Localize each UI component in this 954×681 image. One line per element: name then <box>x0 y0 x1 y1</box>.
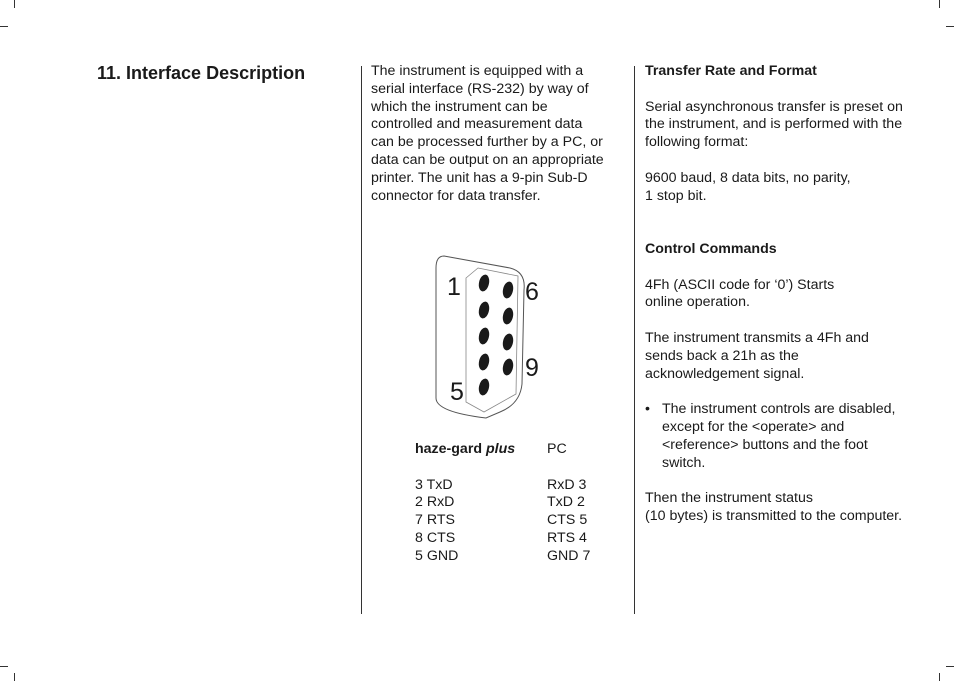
bullet-item <box>645 401 905 472</box>
device-header <box>415 441 547 459</box>
pin-label-1: 1 <box>447 273 461 301</box>
crop-mark <box>946 26 954 27</box>
sub-d-connector-diagram <box>430 252 560 422</box>
device-pin: 3 TxD <box>415 476 453 493</box>
pin-label-9: 9 <box>525 354 539 382</box>
crop-mark <box>946 666 954 667</box>
pinout-row <box>415 494 590 512</box>
pc-pin: TxD 2 <box>547 494 585 511</box>
device-pin: 8 CTS <box>415 529 456 546</box>
crop-mark <box>939 673 940 681</box>
crop-mark <box>0 666 8 667</box>
device-pin: 2 RxD <box>415 494 455 511</box>
pc-pin: RxD 3 <box>547 476 587 493</box>
crop-mark <box>14 0 15 8</box>
ack-paragraph: The instrument transmits a 4Fh and sends back a 21h as the acknowledgement signal. <box>645 329 869 382</box>
crop-mark <box>0 26 8 27</box>
column-divider <box>361 66 362 614</box>
command-line-1: 4Fh (ASCII code for ‘0’) Starts <box>645 276 835 293</box>
device-name: haze-gard <box>415 441 483 457</box>
intro-paragraph: The instrument is equipped with a serial interface (RS-232) by way of which the instrument can be controlled and measurement data can be processed further by a PC, or data can be output on an appropriate printer. The unit has a 9-pin Sub-D connector for data transfer. <box>371 63 604 204</box>
command-line-2: online operation. <box>645 294 750 311</box>
status-line-1: Then the instrument status <box>645 490 813 507</box>
intro-column <box>371 63 607 205</box>
transfer-paragraph: Serial asynchronous transfer is preset on the instrument, and is performed with the following format: <box>645 98 903 151</box>
crop-mark <box>939 0 940 8</box>
pc-pin: GND 7 <box>547 547 591 564</box>
pinout-row <box>415 530 590 548</box>
pinout-table <box>415 441 590 566</box>
format-line-2: 1 stop bit. <box>645 187 707 204</box>
pin-label-6: 6 <box>525 278 539 306</box>
section-title: 11. Interface Description <box>97 63 306 83</box>
pinout-row <box>415 477 590 495</box>
crop-mark <box>14 673 15 681</box>
transfer-heading: Transfer Rate and Format <box>645 63 817 79</box>
device-pin: 7 RTS <box>415 512 455 529</box>
commands-heading: Control Commands <box>645 240 777 257</box>
bullet-text: The instrument controls are disabled, except for the <operate> and <reference> buttons and the foot switch. <box>662 401 896 471</box>
pinout-row <box>415 548 590 566</box>
device-pin: 5 GND <box>415 547 459 564</box>
details-column <box>645 63 905 526</box>
pinout-row <box>415 512 590 530</box>
pin-label-5: 5 <box>450 378 464 406</box>
pc-pin: RTS 4 <box>547 529 587 546</box>
bullet-icon: • <box>645 401 650 418</box>
column-divider <box>634 66 635 614</box>
pc-pin: CTS 5 <box>547 512 588 529</box>
format-line-1: 9600 baud, 8 data bits, no parity, <box>645 169 851 186</box>
pc-header: PC <box>547 441 567 457</box>
status-line-2: (10 bytes) is transmitted to the computer. <box>645 507 903 524</box>
pinout-header-row <box>415 441 590 459</box>
device-suffix: plus <box>485 441 516 457</box>
